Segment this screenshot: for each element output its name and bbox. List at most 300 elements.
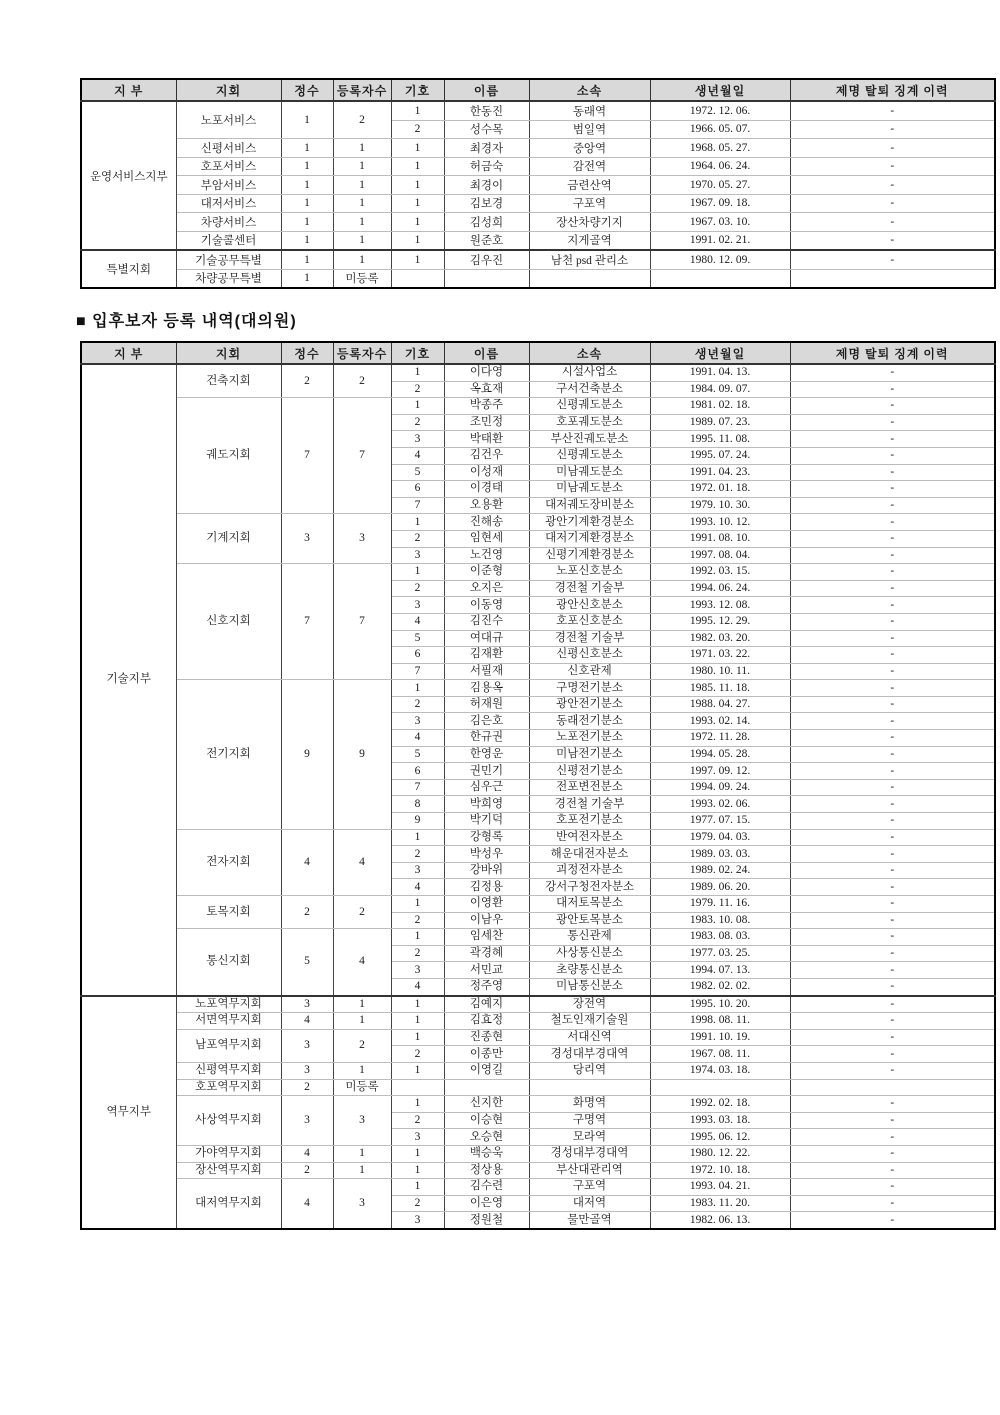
birthdate-cell: 1997. 08. 04. xyxy=(650,547,790,564)
name-cell: 이동영 xyxy=(444,597,529,614)
registered-cell: 2 xyxy=(333,364,391,398)
column-header: 지 부 xyxy=(81,342,176,364)
affiliation-cell xyxy=(529,269,650,288)
name-cell: 김진수 xyxy=(444,613,529,630)
history-cell: - xyxy=(790,1096,995,1113)
birthdate-cell: 1979. 10. 30. xyxy=(650,497,790,514)
birthdate-cell: 1995. 11. 08. xyxy=(650,431,790,448)
jihoe-cell: 궤도지회 xyxy=(176,398,281,514)
jibu-cell: 운영서비스지부 xyxy=(81,101,176,250)
jihoe-cell: 기술공무특별 xyxy=(176,250,281,269)
birthdate-cell: 1971. 03. 22. xyxy=(650,647,790,664)
birthdate-cell: 1991. 10. 19. xyxy=(650,1029,790,1046)
registered-cell: 2 xyxy=(333,101,391,139)
history-cell: - xyxy=(790,962,995,979)
birthdate-cell: 1995. 12. 29. xyxy=(650,613,790,630)
birthdate-cell: 1993. 04. 21. xyxy=(650,1179,790,1196)
affiliation-cell: 부산진궤도분소 xyxy=(529,431,650,448)
table-row xyxy=(81,398,995,415)
giho-cell: 2 xyxy=(391,414,444,431)
birthdate-cell: 1991. 04. 23. xyxy=(650,464,790,481)
table-row xyxy=(81,176,995,195)
name-cell: 이은영 xyxy=(444,1195,529,1212)
affiliation-cell: 사상통신분소 xyxy=(529,945,650,962)
table-row xyxy=(81,929,995,946)
column-header: 기호 xyxy=(391,79,444,101)
quota-cell: 4 xyxy=(281,829,333,895)
registered-cell: 1 xyxy=(333,1062,391,1079)
history-cell: - xyxy=(790,530,995,547)
giho-cell: 1 xyxy=(391,364,444,381)
affiliation-cell: 신평궤도분소 xyxy=(529,398,650,415)
birthdate-cell: 1972. 10. 18. xyxy=(650,1162,790,1179)
history-cell: - xyxy=(790,547,995,564)
registered-cell: 1 xyxy=(333,1145,391,1162)
birthdate-cell: 1994. 09. 24. xyxy=(650,779,790,796)
registered-cell: 4 xyxy=(333,929,391,996)
history-cell: - xyxy=(790,779,995,796)
history-cell: - xyxy=(790,1112,995,1129)
affiliation-cell: 물만골역 xyxy=(529,1212,650,1229)
column-header: 생년월일 xyxy=(650,79,790,101)
giho-cell: 2 xyxy=(391,120,444,139)
candidate-table-delegates xyxy=(80,341,996,1230)
registered-cell: 1 xyxy=(333,1162,391,1179)
affiliation-cell: 모라역 xyxy=(529,1129,650,1146)
birthdate-cell: 1967. 09. 18. xyxy=(650,194,790,213)
table-row xyxy=(81,364,995,381)
history-cell: - xyxy=(790,1195,995,1212)
name-cell: 신지한 xyxy=(444,1096,529,1113)
birthdate-cell: 1972. 12. 06. xyxy=(650,101,790,120)
table-body xyxy=(81,101,995,288)
column-header: 소속 xyxy=(529,79,650,101)
giho-cell: 3 xyxy=(391,962,444,979)
birthdate-cell: 1980. 12. 22. xyxy=(650,1145,790,1162)
name-cell: 여대규 xyxy=(444,630,529,647)
affiliation-cell: 구명전기분소 xyxy=(529,680,650,697)
birthdate-cell: 1977. 03. 25. xyxy=(650,945,790,962)
quota-cell: 3 xyxy=(281,514,333,564)
birthdate-cell: 1983. 11. 20. xyxy=(650,1195,790,1212)
quota-cell: 3 xyxy=(281,1062,333,1079)
name-cell: 박태환 xyxy=(444,431,529,448)
giho-cell: 1 xyxy=(391,139,444,158)
name-cell: 김수련 xyxy=(444,1179,529,1196)
history-cell: - xyxy=(790,763,995,780)
history-cell: - xyxy=(790,630,995,647)
table-row xyxy=(81,564,995,581)
table-row xyxy=(81,1062,995,1079)
birthdate-cell: 1991. 04. 13. xyxy=(650,364,790,381)
column-header: 지 부 xyxy=(81,79,176,101)
jihoe-cell: 전기지회 xyxy=(176,680,281,829)
birthdate-cell: 1983. 10. 08. xyxy=(650,912,790,929)
table-row xyxy=(81,250,995,269)
birthdate-cell: 1993. 12. 08. xyxy=(650,597,790,614)
birthdate-cell: 1967. 08. 11. xyxy=(650,1046,790,1063)
history-cell: - xyxy=(790,157,995,176)
name-cell: 김보경 xyxy=(444,194,529,213)
name-cell: 박성우 xyxy=(444,846,529,863)
giho-cell: 2 xyxy=(391,1195,444,1212)
name-cell: 오승현 xyxy=(444,1129,529,1146)
history-cell: - xyxy=(790,139,995,158)
birthdate-cell: 1995. 10. 20. xyxy=(650,996,790,1013)
registered-cell: 2 xyxy=(333,1029,391,1062)
registered-cell: 7 xyxy=(333,398,391,514)
jihoe-cell: 대저서비스 xyxy=(176,194,281,213)
birthdate-cell: 1989. 03. 03. xyxy=(650,846,790,863)
giho-cell: 5 xyxy=(391,464,444,481)
history-cell xyxy=(790,1079,995,1096)
affiliation-cell: 범일역 xyxy=(529,120,650,139)
jihoe-cell: 노포역무지회 xyxy=(176,996,281,1013)
name-cell: 김정용 xyxy=(444,879,529,896)
affiliation-cell: 화명역 xyxy=(529,1096,650,1113)
history-cell: - xyxy=(790,1162,995,1179)
name-cell: 임세찬 xyxy=(444,929,529,946)
history-cell: - xyxy=(790,1013,995,1030)
name-cell: 강형록 xyxy=(444,829,529,846)
giho-cell: 1 xyxy=(391,1029,444,1046)
column-header: 제명 탈퇴 징계 이력 xyxy=(790,79,995,101)
birthdate-cell: 1994. 07. 13. xyxy=(650,962,790,979)
affiliation-cell: 경전철 기술부 xyxy=(529,580,650,597)
affiliation-cell: 부산대관리역 xyxy=(529,1162,650,1179)
giho-cell: 4 xyxy=(391,879,444,896)
name-cell: 노건영 xyxy=(444,547,529,564)
name-cell: 성수목 xyxy=(444,120,529,139)
registered-cell: 3 xyxy=(333,1179,391,1229)
table-row xyxy=(81,157,995,176)
jihoe-cell: 건축지회 xyxy=(176,364,281,398)
birthdate-cell: 1974. 03. 18. xyxy=(650,1062,790,1079)
table-row xyxy=(81,269,995,288)
giho-cell: 3 xyxy=(391,431,444,448)
column-header: 정수 xyxy=(281,79,333,101)
giho-cell: 1 xyxy=(391,231,444,250)
history-cell: - xyxy=(790,1029,995,1046)
quota-cell: 1 xyxy=(281,213,333,232)
giho-cell: 1 xyxy=(391,157,444,176)
name-cell: 김성희 xyxy=(444,213,529,232)
name-cell: 김용옥 xyxy=(444,680,529,697)
name-cell: 김우진 xyxy=(444,250,529,269)
table-row xyxy=(81,213,995,232)
birthdate-cell: 1982. 06. 13. xyxy=(650,1212,790,1229)
column-header: 이름 xyxy=(444,342,529,364)
jihoe-cell: 기술콜센터 xyxy=(176,231,281,250)
column-header: 등록자수 xyxy=(333,342,391,364)
birthdate-cell: 1980. 10. 11. xyxy=(650,663,790,680)
history-cell: - xyxy=(790,414,995,431)
name-cell: 곽경혜 xyxy=(444,945,529,962)
affiliation-cell: 구서건축분소 xyxy=(529,381,650,398)
giho-cell: 1 xyxy=(391,1096,444,1113)
column-header: 소속 xyxy=(529,342,650,364)
history-cell: - xyxy=(790,879,995,896)
name-cell: 이종만 xyxy=(444,1046,529,1063)
history-cell: - xyxy=(790,696,995,713)
birthdate-cell: 1980. 12. 09. xyxy=(650,250,790,269)
name-cell: 김은호 xyxy=(444,713,529,730)
quota-cell: 2 xyxy=(281,896,333,929)
registered-cell: 1 xyxy=(333,231,391,250)
birthdate-cell: 1979. 04. 03. xyxy=(650,829,790,846)
quota-cell: 1 xyxy=(281,139,333,158)
history-cell: - xyxy=(790,597,995,614)
table-header xyxy=(81,342,995,364)
birthdate-cell: 1972. 11. 28. xyxy=(650,730,790,747)
giho-cell: 3 xyxy=(391,597,444,614)
giho-cell: 4 xyxy=(391,978,444,995)
name-cell: 옥효재 xyxy=(444,381,529,398)
quota-cell: 3 xyxy=(281,1096,333,1146)
affiliation-cell: 전포변전분소 xyxy=(529,779,650,796)
giho-cell: 3 xyxy=(391,547,444,564)
affiliation-cell: 동래역 xyxy=(529,101,650,120)
jihoe-cell: 대저역무지회 xyxy=(176,1179,281,1229)
section-title: ■ 입후보자 등록 내역(대의원) xyxy=(76,313,297,330)
registered-cell: 1 xyxy=(333,1013,391,1030)
name-cell: 박희영 xyxy=(444,796,529,813)
jibu-cell: 기술지부 xyxy=(81,364,176,996)
jihoe-cell: 차량서비스 xyxy=(176,213,281,232)
affiliation-cell: 지게골역 xyxy=(529,231,650,250)
header-row xyxy=(81,79,995,101)
column-header: 기호 xyxy=(391,342,444,364)
affiliation-cell: 철도인재기술원 xyxy=(529,1013,650,1030)
affiliation-cell: 노포전기분소 xyxy=(529,730,650,747)
column-header: 정수 xyxy=(281,342,333,364)
giho-cell: 2 xyxy=(391,912,444,929)
quota-cell: 4 xyxy=(281,1179,333,1229)
affiliation-cell: 금련산역 xyxy=(529,176,650,195)
table-row xyxy=(81,139,995,158)
affiliation-cell: 신호관제 xyxy=(529,663,650,680)
affiliation-cell: 대저역 xyxy=(529,1195,650,1212)
affiliation-cell: 경성대부경대역 xyxy=(529,1145,650,1162)
affiliation-cell: 동래전기분소 xyxy=(529,713,650,730)
jihoe-cell: 통신지회 xyxy=(176,929,281,996)
column-header: 이름 xyxy=(444,79,529,101)
name-cell: 원준호 xyxy=(444,231,529,250)
name-cell: 이남우 xyxy=(444,912,529,929)
history-cell: - xyxy=(790,796,995,813)
birthdate-cell: 1989. 07. 23. xyxy=(650,414,790,431)
name-cell: 최경자 xyxy=(444,139,529,158)
giho-cell: 9 xyxy=(391,813,444,830)
history-cell: - xyxy=(790,663,995,680)
giho-cell: 6 xyxy=(391,763,444,780)
quota-cell: 4 xyxy=(281,1145,333,1162)
name-cell: 이다영 xyxy=(444,364,529,381)
affiliation-cell: 호포신호분소 xyxy=(529,613,650,630)
table-row xyxy=(81,680,995,697)
jihoe-cell: 사상역무지회 xyxy=(176,1096,281,1146)
birthdate-cell xyxy=(650,269,790,288)
birthdate-cell: 1979. 11. 16. xyxy=(650,896,790,913)
giho-cell: 3 xyxy=(391,713,444,730)
affiliation-cell: 신평기계환경분소 xyxy=(529,547,650,564)
giho-cell: 2 xyxy=(391,530,444,547)
affiliation-cell: 구명역 xyxy=(529,1112,650,1129)
giho-cell: 1 xyxy=(391,398,444,415)
jihoe-cell: 신평서비스 xyxy=(176,139,281,158)
quota-cell: 1 xyxy=(281,101,333,139)
jihoe-cell: 토목지회 xyxy=(176,896,281,929)
giho-cell: 7 xyxy=(391,497,444,514)
giho-cell: 2 xyxy=(391,696,444,713)
history-cell: - xyxy=(790,613,995,630)
giho-cell: 1 xyxy=(391,101,444,120)
birthdate-cell: 1989. 02. 24. xyxy=(650,862,790,879)
affiliation-cell: 신평전기분소 xyxy=(529,763,650,780)
affiliation-cell: 반여전자분소 xyxy=(529,829,650,846)
jihoe-cell: 장산역무지회 xyxy=(176,1162,281,1179)
giho-cell: 1 xyxy=(391,1062,444,1079)
name-cell: 권민기 xyxy=(444,763,529,780)
name-cell: 허금숙 xyxy=(444,157,529,176)
history-cell: - xyxy=(790,996,995,1013)
birthdate-cell: 1997. 09. 12. xyxy=(650,763,790,780)
name-cell xyxy=(444,1079,529,1096)
name-cell: 오지은 xyxy=(444,580,529,597)
name-cell: 정주영 xyxy=(444,978,529,995)
quota-cell: 4 xyxy=(281,1013,333,1030)
affiliation-cell: 감전역 xyxy=(529,157,650,176)
name-cell: 김재환 xyxy=(444,647,529,664)
giho-cell: 6 xyxy=(391,481,444,498)
birthdate-cell: 1982. 03. 20. xyxy=(650,630,790,647)
name-cell: 김예지 xyxy=(444,996,529,1013)
birthdate-cell: 1994. 06. 24. xyxy=(650,580,790,597)
registered-cell: 2 xyxy=(333,896,391,929)
name-cell: 한동진 xyxy=(444,101,529,120)
affiliation-cell: 대저기계환경분소 xyxy=(529,530,650,547)
giho-cell: 2 xyxy=(391,580,444,597)
affiliation-cell: 광안토목분소 xyxy=(529,912,650,929)
name-cell: 허재원 xyxy=(444,696,529,713)
birthdate-cell: 1967. 03. 10. xyxy=(650,213,790,232)
giho-cell: 6 xyxy=(391,647,444,664)
birthdate-cell: 1995. 07. 24. xyxy=(650,447,790,464)
history-cell: - xyxy=(790,896,995,913)
birthdate-cell: 1970. 05. 27. xyxy=(650,176,790,195)
affiliation-cell: 초량통신분소 xyxy=(529,962,650,979)
affiliation-cell: 서대신역 xyxy=(529,1029,650,1046)
birthdate-cell: 1989. 06. 20. xyxy=(650,879,790,896)
history-cell: - xyxy=(790,1179,995,1196)
giho-cell: 1 xyxy=(391,194,444,213)
history-cell: - xyxy=(790,364,995,381)
history-cell: - xyxy=(790,497,995,514)
table-row xyxy=(81,101,995,120)
name-cell: 서필재 xyxy=(444,663,529,680)
affiliation-cell: 장산차량기지 xyxy=(529,213,650,232)
table-row xyxy=(81,1179,995,1196)
giho-cell: 1 xyxy=(391,250,444,269)
registered-cell: 1 xyxy=(333,176,391,195)
giho-cell: 5 xyxy=(391,630,444,647)
registered-cell: 1 xyxy=(333,996,391,1013)
history-cell: - xyxy=(790,564,995,581)
history-cell: - xyxy=(790,447,995,464)
birthdate-cell: 1993. 02. 14. xyxy=(650,713,790,730)
giho-cell: 2 xyxy=(391,1112,444,1129)
name-cell: 김효정 xyxy=(444,1013,529,1030)
birthdate-cell: 1995. 06. 12. xyxy=(650,1129,790,1146)
history-cell: - xyxy=(790,1212,995,1229)
giho-cell: 1 xyxy=(391,1162,444,1179)
jihoe-cell: 부암서비스 xyxy=(176,176,281,195)
history-cell: - xyxy=(790,176,995,195)
name-cell: 강바위 xyxy=(444,862,529,879)
history-cell: - xyxy=(790,713,995,730)
birthdate-cell: 1994. 05. 28. xyxy=(650,746,790,763)
quota-cell: 1 xyxy=(281,157,333,176)
quota-cell: 2 xyxy=(281,364,333,398)
affiliation-cell: 경전철 기술부 xyxy=(529,630,650,647)
history-cell: - xyxy=(790,213,995,232)
affiliation-cell: 경전철 기술부 xyxy=(529,796,650,813)
affiliation-cell: 남천 psd 관리소 xyxy=(529,250,650,269)
history-cell: - xyxy=(790,862,995,879)
affiliation-cell: 미남통신분소 xyxy=(529,978,650,995)
giho-cell xyxy=(391,1079,444,1096)
name-cell: 서민교 xyxy=(444,962,529,979)
name-cell: 정상용 xyxy=(444,1162,529,1179)
registered-cell: 1 xyxy=(333,213,391,232)
affiliation-cell: 광안전기분소 xyxy=(529,696,650,713)
history-cell: - xyxy=(790,746,995,763)
table-row xyxy=(81,231,995,250)
registered-cell: 미등록 xyxy=(333,1079,391,1096)
quota-cell: 1 xyxy=(281,194,333,213)
affiliation-cell: 신평신호분소 xyxy=(529,647,650,664)
affiliation-cell: 장전역 xyxy=(529,996,650,1013)
birthdate-cell: 1984. 09. 07. xyxy=(650,381,790,398)
birthdate-cell: 1991. 08. 10. xyxy=(650,530,790,547)
history-cell: - xyxy=(790,945,995,962)
affiliation-cell: 통신관제 xyxy=(529,929,650,946)
birthdate-cell: 1985. 11. 18. xyxy=(650,680,790,697)
quota-cell: 3 xyxy=(281,996,333,1013)
history-cell: - xyxy=(790,846,995,863)
name-cell: 최경이 xyxy=(444,176,529,195)
birthdate-cell: 1991. 02. 21. xyxy=(650,231,790,250)
registered-cell: 3 xyxy=(333,514,391,564)
affiliation-cell: 호포궤도분소 xyxy=(529,414,650,431)
name-cell: 이경태 xyxy=(444,481,529,498)
registered-cell: 1 xyxy=(333,250,391,269)
registered-cell: 7 xyxy=(333,564,391,680)
giho-cell: 1 xyxy=(391,176,444,195)
giho-cell: 1 xyxy=(391,929,444,946)
quota-cell: 1 xyxy=(281,176,333,195)
quota-cell: 7 xyxy=(281,398,333,514)
column-header: 지회 xyxy=(176,79,281,101)
jihoe-cell: 호포역무지회 xyxy=(176,1079,281,1096)
name-cell: 이영길 xyxy=(444,1062,529,1079)
giho-cell xyxy=(391,269,444,288)
giho-cell: 7 xyxy=(391,779,444,796)
name-cell: 정원철 xyxy=(444,1212,529,1229)
table-row xyxy=(81,1162,995,1179)
birthdate-cell: 1993. 02. 06. xyxy=(650,796,790,813)
giho-cell: 1 xyxy=(391,564,444,581)
